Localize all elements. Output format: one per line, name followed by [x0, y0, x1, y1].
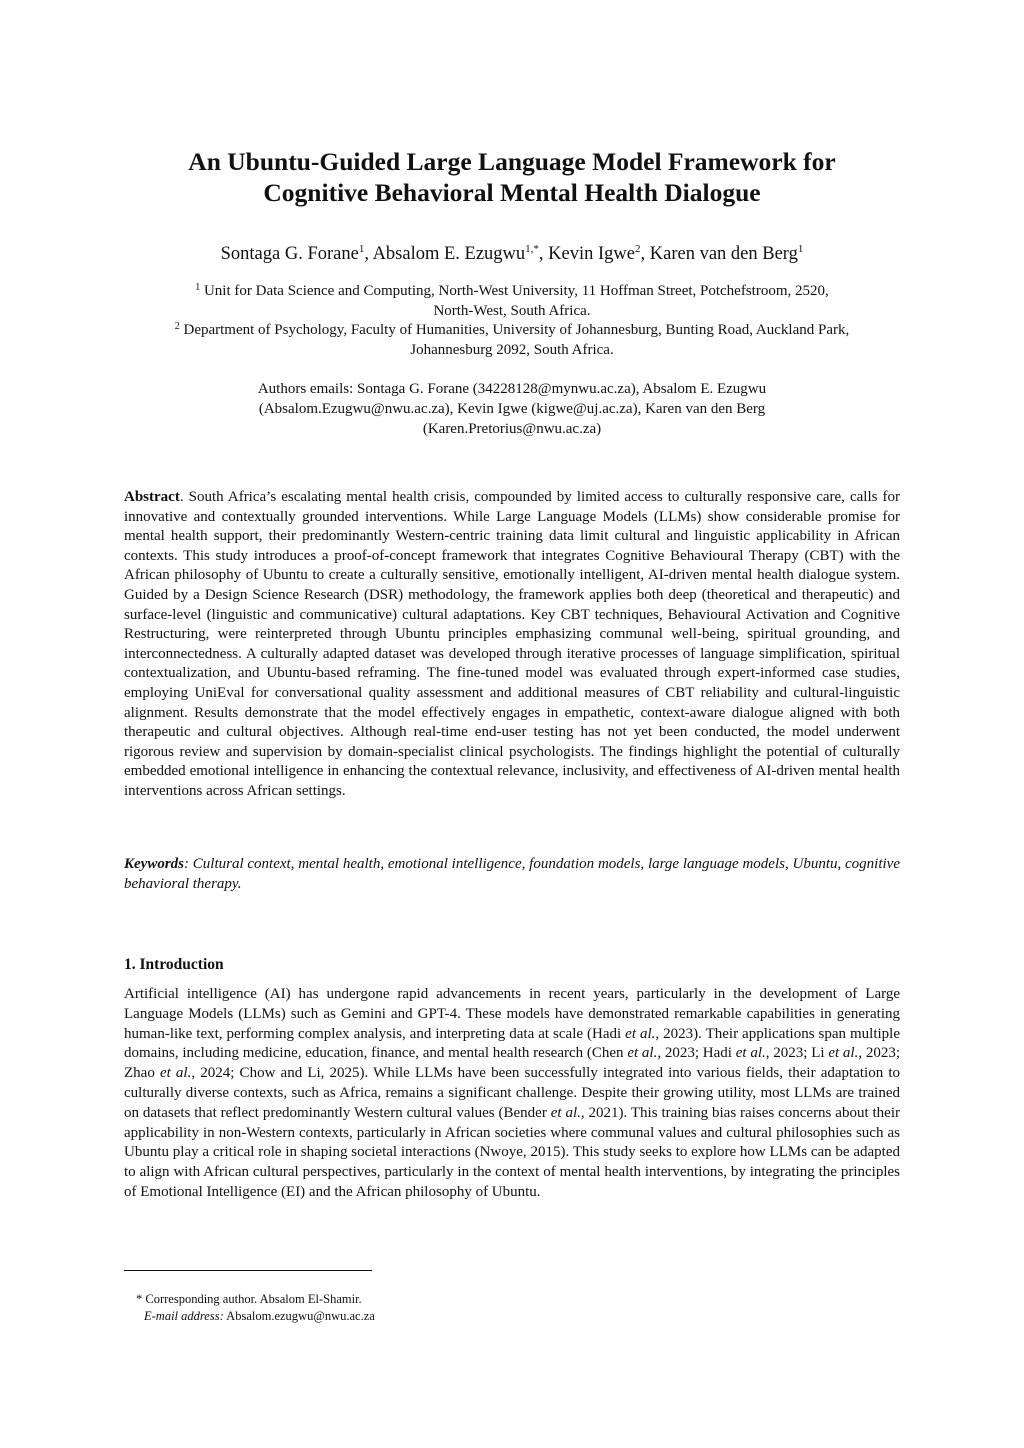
intro-text-7: , 2021). This training bias raises concerns about their applicability in non-Western contexts, particularly in African societies where communal values and cultural philosophies such as Ubuntu play a critical role in shaping societal interactions (Nwoye, 2015). This study seeks to explore how LLMs can be adapted to align with African cultural perspectives, particularly in the context of mental health interventions, by integrating the principles of Emotional Intelligence (EI) and the African philosophy of Ubuntu.	[124, 1104, 900, 1200]
section-heading-introduction: 1. Introduction	[124, 956, 224, 973]
intro-text-3: , 2023; Hadi	[657, 1045, 736, 1062]
author-2: Absalom E. Ezugwu	[372, 244, 526, 264]
author-4: Karen van den Berg	[649, 244, 798, 264]
intro-text-1: Artificial intelligence (AI) has undergone rapid advancements in recent years, particularly in the development of Large Language Models (LLMs) such as Gemini and GPT-4. These models have demonstrated remarkable capabilities in generating human-like text, performing complex analysis, and interpreting data at scale (Hadi	[124, 986, 900, 1042]
intro-etal-1: et al.	[625, 1025, 656, 1042]
keywords-text: : Cultural context, mental health, emotional intelligence, foundation models, large language models, Ubuntu, cognitive behavioral therapy.	[124, 856, 900, 892]
footnote-divider	[124, 1270, 372, 1271]
author-list: Sontaga G. Forane$^1$, Absalom E. Ezugwu$^{1,*}$, Kevin Igwe$^2$, Karen van den Berg$^1$	[220, 243, 804, 264]
intro-etal-2: et al.	[627, 1045, 658, 1062]
abstract-text: . South Africa’s escalating mental health crisis, compounded by limited access to culturally responsive care, calls for innovative and contextually grounded interventions. While Large Language Models (LLMs) show considerable promise for mental health support, their predominantly Western-centric training data limit cultural and linguistic applicability in African contexts. This study introduces a proof-of-concept framework that integrates Cognitive Behavioural Therapy (CBT) with the African philosophy of Ubuntu to create a culturally sensitive, emotionally intelligent, AI-driven mental health dialogue system. Guided by a Design Science Research (DSR) methodology, the framework applies both deep (theoretical and therapeutic) and surface-level (linguistic and communicative) cultural adaptations. Key CBT techniques, Behavioural Activation and Cognitive Restructuring, were reinterpreted through Ubuntu principles emphasizing communal well-being, spiritual grounding, and interconnectedness. A culturally adapted dataset was developed through iterative processes of language simplification, spiritual contextualization, and Ubuntu-based reframing. The fine-tuned model was evaluated through expert-informed case studies, employing UniEval for conversational quality assessment and additional measures of CBT reliability and cultural-linguistic alignment. Results demonstrate that the model effectively engages in empathetic, context-aware dialogue aligned with both therapeutic and cultural objectives. Although real-time end-user testing has not yet been conducted, the model underwent rigorous review and supervision by domain-specialist clinical psychologists. The findings highlight the potential of culturally embedded emotional intelligence in enhancing the contextual relevance, inclusivity, and effectiveness of AI-driven mental health interventions across African settings.	[124, 489, 900, 799]
author-2-affil: 1,*	[525, 243, 539, 255]
abstract-label: Abstract	[124, 489, 180, 505]
author-emails	[200, 379, 824, 439]
intro-text-5: , 2023; Zhao	[124, 1045, 901, 1082]
affiliation-1-line-2: North-West, South Africa.	[433, 302, 591, 319]
affiliation-1-marker: 1	[195, 282, 201, 293]
author-3-affil: 2	[635, 243, 641, 255]
affiliation-2-line-2: Johannesburg 2092, South Africa.	[410, 341, 614, 358]
intro-text-2: , 2023). Their applications span multiple domains, including medicine, education, finance, and mental health research (Chen	[124, 1025, 900, 1062]
emails-line-2: (Absalom.Ezugwu@nwu.ac.za), Kevin Igwe (kigwe@uj.ac.za), Karen van den Berg	[258, 401, 766, 417]
keywords	[124, 854, 900, 894]
affiliation-1	[124, 282, 900, 321]
intro-text-6: , 2024; Chow and Li, 2025). While LLMs have been successfully integrated into various fields, their adaptation to culturally diverse contexts, such as Africa, remains a significant challenge. Despite their growing utility, most LLMs are trained on datasets that reflect predominantly Western cultural values (Bender	[124, 1065, 900, 1121]
intro-etal-3: et al.	[735, 1045, 766, 1062]
abstract	[124, 488, 900, 802]
intro-etal-5: et al.	[159, 1065, 192, 1082]
author-4-affil: 1	[797, 243, 804, 255]
title-line-2: Cognitive Behavioral Mental Health Dialogue	[263, 178, 761, 207]
author-3: Kevin Igwe	[548, 244, 635, 264]
emails-line-3: (Karen.Pretorius@nwu.ac.za)	[422, 421, 602, 437]
author-1-affil: 1	[358, 243, 365, 255]
footnote	[136, 1291, 375, 1325]
keywords-label: Keywords	[124, 856, 184, 872]
introduction-paragraph	[124, 985, 900, 1203]
paper-title	[0, 146, 1024, 208]
affiliation-1-line-1: Unit for Data Science and Computing, North-West University, 11 Hoffman Street, Potchefstroom, 2520,	[200, 283, 829, 299]
footnote-corresponding-author: * Corresponding author. Absalom El-Shamir.	[136, 1292, 362, 1306]
affiliation-2-marker: 2	[174, 321, 180, 332]
footnote-email	[136, 1308, 375, 1325]
author-1: Sontaga G. Forane	[220, 244, 359, 264]
intro-text-4: , 2023; Li	[765, 1045, 829, 1062]
intro-etal-6: et al.	[550, 1104, 581, 1121]
emails-line-1: Authors emails: Sontaga G. Forane (34228128@mynwu.ac.za), Absalom E. Ezugwu	[257, 381, 767, 397]
affiliation-2-line-1: Department of Psychology, Faculty of Humanities, University of Johannesburg, Bunting Road, Auckland Park,	[179, 322, 850, 338]
footnote-email-label: E-mail address:	[144, 1309, 224, 1323]
affiliation-2	[124, 321, 900, 360]
title-line-1: An Ubuntu-Guided Large Language Model Framework for	[188, 147, 836, 176]
intro-etal-4: et al.	[828, 1045, 859, 1062]
footnote-email-value: Absalom.ezugwu@nwu.ac.za	[223, 1309, 375, 1323]
affiliations	[124, 282, 900, 360]
